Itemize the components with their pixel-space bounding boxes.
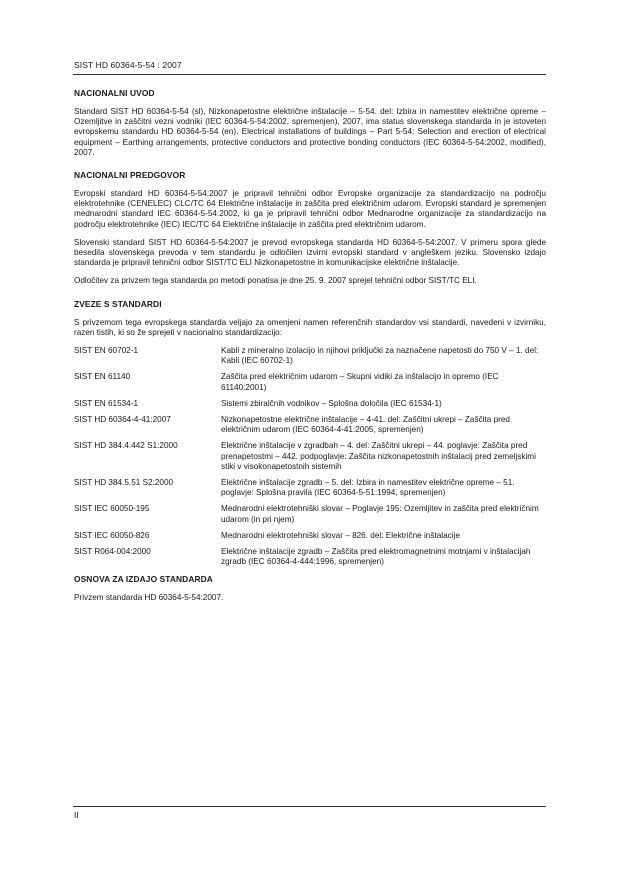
document-id-header: SIST HD 60364-5-54 : 2007 <box>74 60 182 70</box>
section-heading-osnova-za-izdajo: OSNOVA ZA IZDAJO STANDARDA <box>74 573 213 584</box>
reference-title: Električne inštalacije v zgradbah – 4. del: Zaščitni ukrepi – 44. poglavje: Zaščita pred prenapetostmi – 442. podpoglavje: Zaščita nizkonapetostnih inštalacij pred zemeljskimi stiki v visokonapetostnih sistemih <box>221 441 536 471</box>
reference-row <box>74 478 546 498</box>
paragraph-osnova: Privzem standarda HD 60364-5-54:2007. <box>74 592 224 602</box>
reference-title: Električne inštalacije zgradb – 5. del: Izbira in namestitev električne opreme – 51. poglavje: Splošna pravila (IEC 60364-5-51:1994, spremenjen) <box>221 478 515 498</box>
reference-row <box>74 547 546 567</box>
reference-code: SIST HD 384.5.51 S2:2000 <box>74 478 174 488</box>
reference-title: Električne inštalacije zgradb – Zaščita pred elektromagnetnimi motnjami v inštalacijah zgradb (IEC 60364-4-444:1996, spremenjen) <box>221 547 531 567</box>
reference-title: Mednarodni elektrotehniški slovar – 826. del: Električne inštalacije <box>221 530 460 540</box>
page-number: II <box>74 810 79 820</box>
reference-row <box>74 441 546 472</box>
reference-row <box>74 346 546 366</box>
document-body <box>74 88 546 611</box>
paragraph-zveze: S privzemom tega evropskega standarda veljajo za omenjeni namen referenčnih standardov vsi standardi, navedeni v izvirniku, razen tistih, ki so že sprejeti v nacionalno standardizacijo: <box>74 317 546 337</box>
reference-row <box>74 415 546 435</box>
paragraph-predgovor-3: Odločitev za privzem tega standarda po metodi ponatisa je dne 25. 9. 2007 sprejel tehnični odbor SIST/TC ELI. <box>74 276 477 286</box>
paragraph-uvod: Standard SIST HD 60364-5-54 (sl), Nizkonapetostne električne inštalacije – 5-54. del: Izbira in namestitev električne opreme – Ozemljitve in zaščitni vezni vodniki (IEC 60364-5-54:2002, spremenjen), 2007, ima status slovenskega standarda in je istoveten evropskemu standardu HD 60364-5-54 (en), Electrical installations of buildings – Part 5-54: Selection and erection of electrical equipment – Earthing arrangements, protective conductors and protective bonding conductors (IEC 60364-5-54:2002, modified), 2007. <box>74 107 546 157</box>
reference-row <box>74 531 546 541</box>
reference-title: Sistemi zbiralčnih vodnikov – Splošna določila (IEC 61534-1) <box>221 398 442 408</box>
reference-title: Nizkonapetostne električne inštalacije – 4-41. del: Zaščitni ukrepi – Zaščita pred električnim udarom (IEC 60364-4-41:2005, spremenjen) <box>221 415 510 435</box>
reference-code: SIST HD 384.4.442 S1:2000 <box>74 441 178 451</box>
reference-row <box>74 372 546 392</box>
section-heading-nacionalni-uvod: NACIONALNI UVOD <box>74 88 155 98</box>
reference-title: Zaščita pred električnim udarom – Skupni vidiki za inštalacijo in opremo (IEC 61140:2001) <box>221 372 499 392</box>
footer-rule <box>73 806 546 807</box>
reference-row <box>74 504 546 524</box>
section-heading-zveze-s-standardi: ZVEZE S STANDARDI <box>74 298 162 309</box>
reference-code: SIST EN 61534-1 <box>74 398 139 408</box>
header-rule <box>73 74 546 75</box>
reference-standards-list <box>74 346 546 567</box>
section-heading-nacionalni-predgovor: NACIONALNI PREDGOVOR <box>74 170 186 181</box>
paragraph-predgovor-2: Slovenski standard SIST HD 60364-5-54:2007 je prevod evropskega standarda HD 60364-5-54:2007. V primeru spora glede besedila slovenskega prevoda v tem standardu je odločilen izvirni evropski standard v angleškem jeziku. Slovensko izdajo standarda je pripravil tehnični odbor SIST/TC ELI Nizkonapetostne in komunikacijske električne inštalacije. <box>74 237 546 268</box>
reference-row <box>74 399 546 409</box>
reference-code: SIST IEC 60050-195 <box>74 504 150 514</box>
reference-code: SIST HD 60364-4-41:2007 <box>74 415 171 425</box>
reference-title: Mednarodni elektrotehniški slovar – Poglavje 195: Ozemljitev in zaščita pred električnim udarom (in pri njem) <box>221 504 539 524</box>
paragraph-predgovor-1: Evropski standard HD 60364-5-54:2007 je pripravil tehnični odbor Evropske organizacije za standardizacijo na področju elektrotehnike (CENELEC) CLC/TC 64 Električne inštalacije in zaščita pred električnim udarom. Evropski standard je spremenjen mednarodni standard IEC 60364-5-54:2002, ki ga je pripravil tehnični odbor Mednarodne organizacije za standardizacijo na področju elektrotehnike (IEC) IEC/TC 64 Električne inštalacije in zaščita pred električnim udarom. <box>74 189 546 229</box>
reference-code: SIST EN 61140 <box>74 372 131 382</box>
reference-title: Kabli z mineralno izolacijo in njihovi priključki za naznačene napetosti do 750 V – 1. del: Kabli (IEC 60702-1) <box>221 346 539 366</box>
reference-code: SIST R064-004:2000 <box>74 547 151 557</box>
reference-code: SIST EN 60702-1 <box>74 346 139 356</box>
reference-code: SIST IEC 60050-826 <box>74 530 150 540</box>
